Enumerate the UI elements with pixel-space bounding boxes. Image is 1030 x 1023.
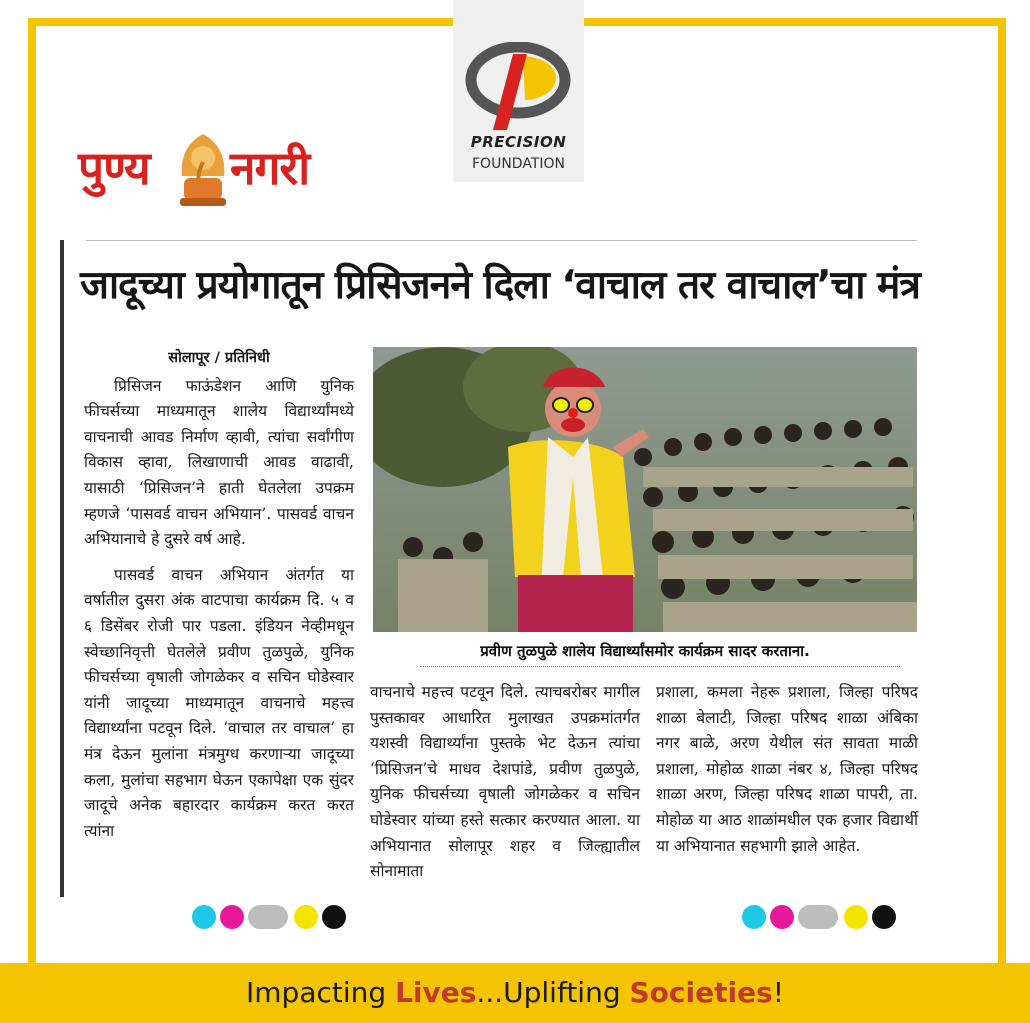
frame-top-left bbox=[28, 18, 454, 26]
registration-dot bbox=[798, 905, 838, 929]
frame-right bbox=[998, 18, 1006, 968]
photo-caption: प्रवीण तुळपुळे शालेय विद्यार्थ्यांसमोर कार्यक्रम सादर करताना. bbox=[480, 642, 810, 660]
paragraph-1: प्रिसिजन फाऊंडेशन आणि युनिक फीचर्सच्या माध्यमातून शालेय विद्यार्थ्यांमध्ये वाचनाची आवड निर्माण व्हावी, त्यांचा सर्वांगीण विकास व्हावा, लिखाणाची आवड वाढावी, यासाठी ‘प्रिसिजन’ने हाती घेतलेला उपक्रम म्हणजे ‘पासवर्ड वाचन अभियान’. पासवर्ड वाचन अभियानाचे हे दुसरे वर्ष आहे. bbox=[84, 376, 354, 549]
column-2-text: वाचनाचे महत्त्व पटवून दिले. त्याचबरोबर मागील पुस्तकावर आधारित मुलाखत उपक्रमांतर्गत यशस्वी विद्यार्थ्यांना पुस्तके भेट देऊन त्यांचा ‘प्रिसिजन’चे माधव देशपांडे, प्रवीण तुळपुळे, युनिक फीचर्सच्या वृषाली जोगळेकर व सचिन घोडेस्वार यांच्या हस्ते सत्कार करण्यात आला. या अभियानात सोलापूर शहर व जिल्ह्यातील सोनामाता bbox=[370, 683, 640, 881]
article-top-rule bbox=[86, 240, 917, 241]
article-column-3 bbox=[656, 680, 918, 859]
logo-name: PRECISION bbox=[470, 133, 567, 151]
precision-logo-icon bbox=[465, 42, 572, 134]
article-left-bar bbox=[60, 240, 64, 897]
paragraph-2: पासवर्ड वाचन अभियान अंतर्गत या वर्षातील दुसरा अंक वाटपाचा कार्यक्रम दि. ५ व ६ डिसेंबर रोजी पार पडला. इंडियन नेव्हीमधून स्वेच्छानिवृत्ती घेतलेले प्रवीण तुळपुळे, युनिक फीचर्सच्या वृषाली जोगळेकर व सचिन घोडेस्वार यांनी जादूच्या माध्यमातून वाचनाचे महत्त्व विद्यार्थ्यांना पटवून दिले. ‘वाचाल तर वाचाल’ हा मंत्र देऊन मुलांना मंत्रमुग्ध करणाऱ्या जादूच्या कला, मुलांचा सहभाग घेऊन एकापेक्षा एक सुंदर जादूचे अनेक बहारदार कार्यक्रम करत करत त्यांना bbox=[84, 565, 354, 840]
registration-dot bbox=[220, 905, 244, 929]
tagline-part-1: Impacting bbox=[246, 976, 396, 1009]
registration-dot bbox=[770, 905, 794, 929]
column-3-text: प्रशाला, कमला नेहरू प्रशाला, जिल्हा परिषद शाळा बेलाटी, जिल्हा परिषद शाळा अंबिका नगर बाळे, अरण येथील संत सावता माळी प्रशाला, मोहोळ शाळा नंबर ४, जिल्हा परिषद शाळा अरण, जिल्हा परिषद शाळा पापरी, ता. मोहोळ या आठ शाळांमधील एक हजार विद्यार्थी या अभियानात सहभागी झाले आहेत. bbox=[656, 683, 918, 855]
article-column-1 bbox=[84, 346, 354, 844]
tagline-part-3: ...Uplifting bbox=[476, 976, 630, 1009]
tagline-part-5: ! bbox=[772, 976, 784, 1009]
masthead-word-1: पुण्य bbox=[78, 141, 150, 195]
registration-dot bbox=[248, 905, 288, 929]
article-column-2 bbox=[370, 680, 640, 885]
registration-dot bbox=[872, 905, 896, 929]
masthead-word-2: नगरी bbox=[230, 141, 310, 195]
article-photo bbox=[373, 347, 917, 632]
ganesha-icon bbox=[178, 132, 228, 208]
registration-dot bbox=[192, 905, 216, 929]
photo-magician-with-students bbox=[373, 347, 917, 632]
footer-tagline bbox=[0, 963, 1030, 1023]
newspaper-masthead bbox=[78, 132, 368, 210]
caption-rule bbox=[420, 666, 900, 667]
logo-sub: FOUNDATION bbox=[472, 156, 565, 172]
frame-left bbox=[28, 18, 36, 968]
registration-dot bbox=[322, 905, 346, 929]
registration-dot bbox=[294, 905, 318, 929]
article-headline: जादूच्या प्रयोगातून प्रिसिजनने दिला ‘वाचाल तर वाचाल’चा मंत्र bbox=[80, 263, 920, 308]
dateline: सोलापूर / प्रतिनिधी bbox=[168, 350, 270, 366]
registration-dot bbox=[742, 905, 766, 929]
registration-dot bbox=[844, 905, 868, 929]
tagline-societies: Societies bbox=[629, 976, 773, 1009]
frame-top-right bbox=[584, 18, 1006, 26]
tagline-lives: Lives bbox=[395, 976, 477, 1009]
precision-foundation-logo bbox=[453, 0, 584, 182]
